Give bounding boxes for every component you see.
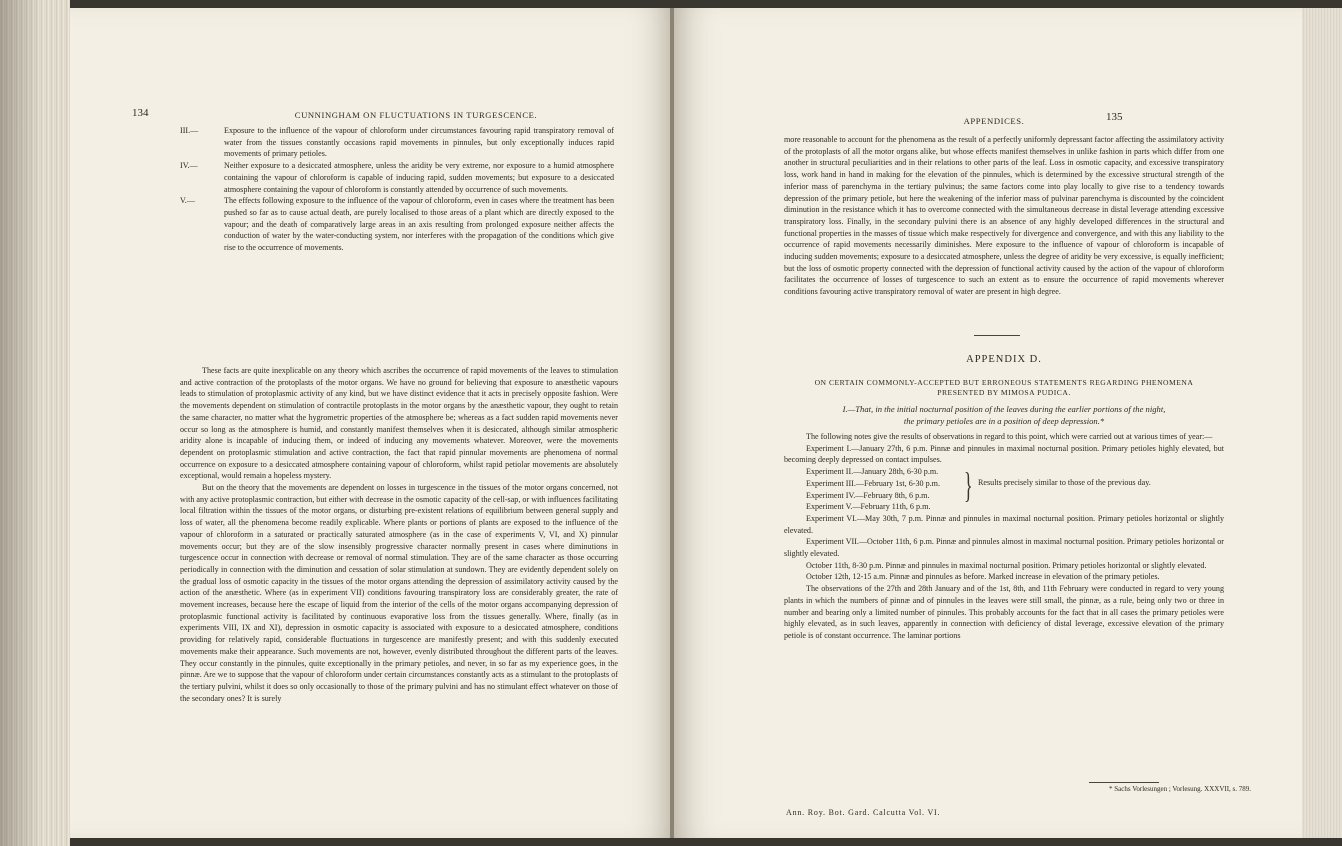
- heading-line: the primary petioles are in a position of deep depression.*: [903, 416, 1105, 426]
- numbered-conclusions: [180, 125, 614, 254]
- appendix-title: APPENDIX D.: [966, 354, 1042, 365]
- page-number: 134: [132, 107, 149, 119]
- experiment-entry: October 11th, 8-30 p.m. Pinnæ and pinnules in maximal nocturnal position. Primary petioles horizontal or slightly elevated.: [806, 560, 1207, 570]
- experiment-entry: Experiment VI.—May 30th, 7 p.m. Pinnæ and pinnules in maximal nocturnal position. Primary petioles horizontal or slightly elevated.: [784, 513, 1224, 535]
- paragraph: But on the theory that the movements are dependent on losses in turgescence in the tissues of the motor organs concerned, not with any active protoplasmic contraction, but either with decrease in the osmotic capacity of the cell-sap, or with influences facilitating local filtration within the tissues of the motor organs, or disturbing pre-existent relations of equilibrium between general supply and loss of water, all the phenomena become readily explicable. Where plants or portions of plants are exposed to the influence of the vapour of chloroform in a saturated or practically saturated atmosphere (as in the case of experiments V, VI, and X) pinnular movements occur; but they are of the slow insensibly progressive character normally present in cases where diminutions in turgescence occur in connection with decrease or removal of normal stimulation. They are of the same character as those occurring periodically in connection with the diminution and cessation of solar stimulation at sundown. They are evidently dependent solely on the gradual loss of osmotic capacity in the tissues of the motor organs attending the depression of assimilatory activity caused by the action of the anæsthetic. Where (as in experiment VII) conditions favouring transpiratory loss are considerably greater, the rate of movement increases, because here the escape of liquid from the interior of the cells of the motor organs accompanying depression of protoplasmic functional activity is facilitated by continuous evaporative loss from the tissues generally. Where, finally (as in experiments VIII, IX and XI), depression in osmotic capacity is associated with exposure to a desiccated atmosphere, conditions providing for relatively rapid, considerable fluctuations in turgescence are manifestly present; and with this suddenly executed movements make their appearance. Such movements are not, however, evenly distributed throughout the different parts of the leaves. They occur constantly in the pinnules, quite exceptionally in the primary petioles, and never, in so far as my experience goes, in the pinnæ. Are we to suppose that the vapour of chloroform under certain circumstances constantly acts as a stimulant to the protoplasts of the tertiary pulvini, whilst it does so only occasionally to those of the primary pulvini and has no stimulant effect whatever on those of the secondary ones? It is surely: [180, 483, 618, 703]
- subtitle-line: PRESENTED BY MIMOSA PUDICA.: [937, 387, 1071, 397]
- section-divider: [974, 335, 1020, 336]
- item-number: IV.—: [180, 161, 198, 171]
- footnote-rule: [1089, 782, 1159, 783]
- item-text: The effects following exposure to the influence of the vapour of chloroform, even in cases where the treatment has been pushed so far as to cause actual death, are purely localised to those areas of a plant which are directly exposed to the vapour; and the death of comparatively large areas in an axis resulting from prolonged exposure neither affects the conduction of water by the water-conducting system, nor interferes with the propagation of the conditions which give rise to the occurrence of movements.: [224, 196, 614, 253]
- experiment-notes: [784, 431, 1224, 642]
- experiment-entry: Experiment VII.—October 11th, 6 p.m. Pinnæ and pinnules almost in maximal nocturnal position. Primary petioles horizontal or slightly elevated.: [784, 537, 1224, 559]
- footnote: * Sachs Vorlesungen ; Vorlesung. XXXVII, s. 789.: [1109, 785, 1252, 793]
- page-number: 135: [1106, 111, 1123, 123]
- item-number: V.—: [180, 196, 195, 206]
- running-head: APPENDICES.: [963, 116, 1025, 126]
- experiment-entry: Experiment III.—February 1st, 6-30 p.m.: [806, 478, 940, 488]
- body-text: [180, 365, 618, 704]
- conclusion-item: [180, 160, 614, 195]
- experiment-group: [784, 466, 1224, 513]
- experiment-entry: Experiment I.—January 27th, 6 p.m. Pinnæ and pinnules in maximal nocturnal position. Primary petioles highly elevated, but becoming deeply depressed on contact impulses.: [784, 443, 1224, 465]
- intro-paragraph: The following notes give the results of observations in regard to this point, which were carried out at various times of year:—: [806, 432, 1213, 441]
- paragraph: These facts are quite inexplicable on any theory which ascribes the occurrence of rapid movements of the leaves to stimulation and active contraction of the protoplasts of the motor organs. We have no ground for believing that exposure to anæsthetic vapours leads to stimulation of protoplasmic activity of any kind, but we have distinct evidence that it acts in precisely opposite fashion. Were the movements dependent on stimulation of contractile protoplasts in the motor organs by the anæsthetic vapour, they ought to retain the same character, no matter what the hygrometric properties of the atmosphere be; whereas as a fact sudden rapid movements never occur so long as the atmosphere is humid, and constantly manifest themselves when it is desiccated, although similar atmospheric aridity alone is incapable of inducing them, or indeed of inducing any movements whatever. Moreover, were the movements dependent on protoplasmic stimulation and active contraction, the fact that rapid pinnular movements are phenomena of normal occurrence on exposure to a desiccated atmosphere containing vapour of chloroform, whilst rapid petiolar movements are absolutely exceptional, would remain a hopeless mystery.: [180, 366, 618, 481]
- conclusion-item: [180, 195, 614, 254]
- appendix-subtitle: [784, 378, 1224, 397]
- subtitle-line: ON CERTAIN COMMONLY-ACCEPTED BUT ERRONEOUS STATEMENTS REGARDING PHENOMENA: [814, 378, 1194, 387]
- paragraph: more reasonable to account for the phenomena as the result of a perfectly uniformly depressant factor affecting the assimilatory activity of the protoplasts of all the motor organs alike, but whose effects manifest themselves in unlike fashion in parts which differ from one another in structural peculiarities and in their relations to other parts of the leaf. Loss in osmotic capacity, and excessive transpiratory loss, work hand in hand in making for the elevation of the pinnules, which is determined by the excessive structural strength of the inferior mass of parenchyma in the tertiary pulvinus; the same factors come into play locally to give rise to a tendency towards depression of the primary petiole, but here the weakening of the inferior mass of pulvinar parenchyma is discounted by the coincident diminution in the resistance which it has to overcome connected with the simultaneous decrease in distal leverage attending excessive transpiratory loss. Finally, in the secondary pulvini there is an absence of any highly developed differences in the structural and functional properties in the masses of tissue which make respectively for divergence and convergence, and with this any liability to the occurrence of rapid movements necessarily diminishes. Mere exposure to the influence of vapour of chloroform is incapable of inducing sudden movements; exposure to a desiccated atmosphere, unless the degree of aridity be very excessive, is equally inefficient; but the loss of osmotic property connected with the depression of functional activity caused by the action of the vapour of chloroform facilitates the occurrence of losses of turgescence to such an extent as to ensure the occurrence of rapid movements wherever conditions favouring active transpiratory removal of water are present in high degree.: [784, 135, 1224, 297]
- running-head: CUNNINGHAM ON FLUCTUATIONS IN TURGESCENCE.: [294, 110, 538, 120]
- item-number: III.—: [180, 126, 199, 135]
- journal-footer: Ann. Roy. Bot. Gard. Calcutta Vol. VI.: [786, 808, 941, 817]
- conclusion-item: [180, 125, 614, 160]
- experiment-entry: Experiment V.—February 11th, 6 p.m.: [806, 502, 931, 512]
- item-text: Exposure to the influence of the vapour of chloroform under circumstances favouring rapid transpiratory removal of water from the tissues constantly occasions rapid movements in pinnules, but only exceptionally induces rapid movements of primary petioles.: [224, 126, 614, 159]
- section-heading: [784, 403, 1224, 427]
- paragraph: The observations of the 27th and 28th January and of the 1st, 8th, and 11th February were conducted in regard to very young plants in which the numbers of pinnæ and of pinnules in the leaves were still small, the pinnæ, as a rule, being only two or three in number and bearing only a limited number of pinnules. This probably accounts for the fact that in all cases the primary petioles were highly elevated, as in such leaves, apparently in connection with deficiency of distal leverage, excessive elevation of the primary petiole is of constant occurrence. The laminar portions: [784, 584, 1224, 640]
- grouping-brace: }: [964, 465, 973, 506]
- heading-line: I.—That, in the initial nocturnal position of the leaves during the earlier portions of the night,: [842, 404, 1166, 414]
- grouped-result: Results precisely similar to those of the previous day.: [978, 478, 1151, 488]
- experiment-entry: Experiment II.—January 28th, 6-30 p.m.: [806, 467, 939, 477]
- body-text: [784, 134, 1224, 298]
- left-page: [70, 8, 672, 838]
- right-page: [674, 8, 1302, 838]
- experiment-entry: Experiment IV.—February 8th, 6 p.m.: [806, 490, 930, 500]
- experiment-entry: October 12th, 12-15 a.m. Pinnæ and pinnules as before. Marked increase in elevation of the primary petioles.: [806, 572, 1160, 582]
- page-stack-right: [1302, 8, 1342, 838]
- page-stack-left: [0, 0, 70, 846]
- item-text: Neither exposure to a desiccated atmosphere, unless the aridity be very extreme, nor exposure to a humid atmosphere containing the vapour of chloroform is capable of inducing rapid, sudden movements; but exposure to a desiccated atmosphere containing the vapour of chloroform is constantly attended by occurrence of such movements.: [224, 161, 614, 194]
